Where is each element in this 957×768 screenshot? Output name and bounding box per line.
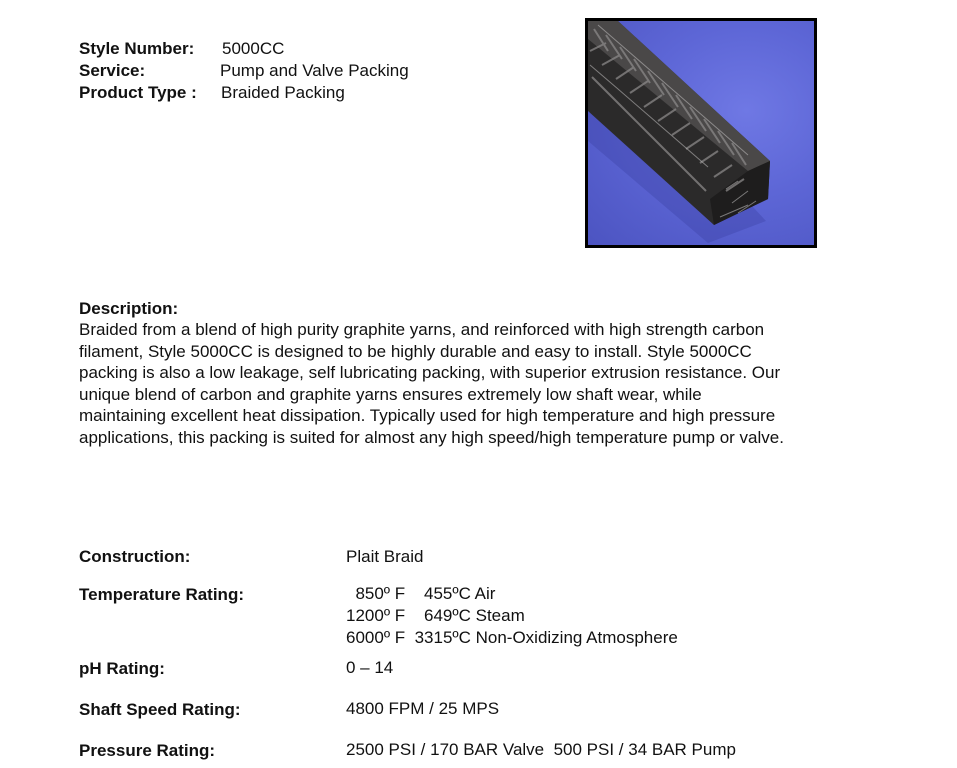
description-line: filament, Style 5000CC is designed to be highly durable and easy to install. Style 5000CC <box>79 341 752 361</box>
style-number-label: Style Number: <box>79 39 195 58</box>
description-heading: Description: <box>79 299 179 318</box>
temperature-rating-line-1200: 1200º F 649ºC Steam <box>346 606 525 625</box>
description-line: unique blend of carbon and graphite yarns ensures extremely low shaft wear, while <box>79 384 702 404</box>
braided-packing-image <box>588 21 814 245</box>
service-row <box>79 60 409 81</box>
ph-rating-value: 0 – 14 <box>346 658 394 677</box>
temperature-rating-line-850: 850º F 455ºC Air <box>346 584 496 603</box>
product-type-value: Braided Packing <box>221 83 345 102</box>
construction-value: Plait Braid <box>346 547 424 566</box>
description-line: maintaining excellent heat dissipation. Typically used for high temperature and high pressure <box>79 406 776 426</box>
description-line: packing is also a low leakage, self lubricating packing, with superior extrusion resistance. Our <box>79 363 781 383</box>
product-photo <box>585 18 817 248</box>
service-value: Pump and Valve Packing <box>220 61 409 80</box>
pressure-rating-value: 2500 PSI / 170 BAR Valve 500 PSI / 34 BAR Pump <box>346 740 736 759</box>
pressure-rating-label: Pressure Rating: <box>79 741 216 760</box>
temperature-rating-line-6000: 6000º F 3315ºC Non-Oxidizing Atmosphere <box>346 628 678 647</box>
style-number-row <box>79 38 285 59</box>
product-type-label: Product Type : <box>79 83 197 102</box>
product-type-row <box>79 82 345 103</box>
description-body <box>79 319 879 449</box>
construction-label: Construction: <box>79 547 191 566</box>
ph-rating-label: pH Rating: <box>79 659 165 678</box>
style-number-value: 5000CC <box>222 39 285 58</box>
temperature-rating-label: Temperature Rating: <box>79 585 244 604</box>
description-line: Braided from a blend of high purity graphite yarns, and reinforced with high strength carbon <box>79 320 765 339</box>
service-label: Service: <box>79 61 146 80</box>
description-line: applications, this packing is suited for almost any high speed/high temperature pump or valve. <box>79 427 784 447</box>
shaft-speed-rating-value: 4800 FPM / 25 MPS <box>346 699 500 718</box>
shaft-speed-rating-label: Shaft Speed Rating: <box>79 700 241 719</box>
